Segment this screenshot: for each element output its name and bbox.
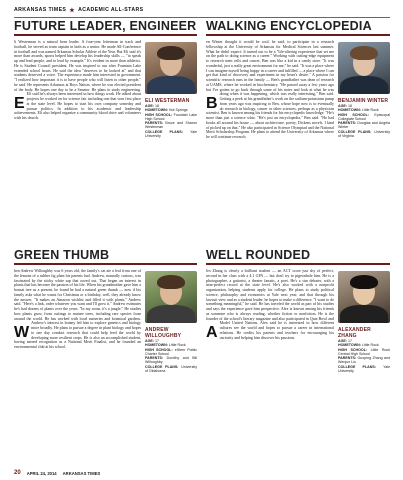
profile-row: HOMETOWN: Hot Springs	[145, 108, 188, 113]
student-profile	[145, 98, 197, 138]
profile-row: AGE: 18	[338, 104, 352, 108]
student-name: ALEXANDER ZHANG	[338, 327, 371, 339]
story-text: hen Andrew Willoughby was 6 years old, the family's cat ate a leaf from one of the lemons of a rubber fig plant his parents had. Andrew, naturally curious, was fascinated by the sticky white sap that oozed out. That began an interest in plants that has become the passion of his life. When his grandmother gave him a bonsai tree as a present, he found he had a natural green thumb — now if his family asks what he wants for Christmas or a birthday, well, they already know the answer. "It makes an Amazon wishlist and filled it with plants," Andrew said. "Here's a link, order whatever you want and I'll grow it." Andrew estimates he's had dozens of plants over the years. "In my room, it's a jungle." He studies how plants grow, from cuttings to mature trees, including rare species from around the world. He has worked with local nurseries and botanical gardens. Andrew's interest in botany led him to explore genetics and biology more broadly. He plans to pursue a degree in plant biology and hopes to one day conduct research that could help feed the world by developing more resilient crops. He is also an accomplished student, having earned recognition as a National Merit Finalist, and he founded an environmental club at his school.	[14, 268, 141, 349]
profile-row: HOMETOWN: Little Rock	[145, 343, 186, 348]
profile-row: HIGH SCHOOL: Little Rock Central High School	[338, 347, 390, 356]
profile-row: HIGH SCHOOL: Fountain Lake High School	[145, 112, 197, 121]
profile-row: PARENTS: Bruce and Sharon Westerman	[145, 121, 197, 130]
profile-row: AGE: 17	[145, 339, 159, 343]
story-body	[14, 39, 197, 139]
header-rule	[14, 17, 390, 18]
drop-cap: A	[206, 324, 218, 341]
story-body	[206, 268, 390, 374]
profile-row: HOMETOWN: Little Rock	[338, 343, 379, 348]
profile-row: COLLEGE PLANS: University of Oklahoma	[145, 364, 197, 374]
story-text: li Westerman is a natural born leader. A four-year letterman in track and football, he served as team captain in both as a senior. He made All-Conference in football and was named Arkansas Scholar Athlete of the Year. But Eli said it's more than awards, sports helped him develop his leadership skills — "to speak up and lead people, and to lead by example." It's evident in more than athletics. He is Student Council president. He was inspired to run after Fountain Lake extended school hours. He said the idea "deserves to be looked at" and that students deserved a voice. The experience made him interested in government. "I realized how important it is to have people who will listen to other people," he said. He represents Arkansas at Boys Nation, where he was elected president of the body. He hopes one day to be a Senator. He plans to study engineering. Eli said he's always been interested in how things work. He talked about projects he worked on for science fair including one that won first place at the state level. He hopes to start his own company someday and pursue politics. In addition to his academic and leadership achievements, Eli also helped organize a community blood drive and volunteers with his church.	[14, 39, 141, 120]
drop-cap: B	[206, 95, 218, 112]
profile-row: COLLEGE PLANS: Yale University	[338, 364, 390, 374]
page-footer	[14, 469, 390, 477]
story-future-leader	[14, 20, 197, 244]
story-headline: FUTURE LEADER, ENGINEER	[14, 20, 197, 36]
story-text: en Winter thought it would be cool, he said, to participate in a research fellowship at the University of Arkansas for Medical Sciences last summer. What he didn't expect: It turned out to be a "life-altering experience that set me on the path to doing science as a career." Working with cutting-edge equipment to research stem cells and cancer, Ben was like a kid in a candy store. "It was wonderful, just a really great environment for me," he said. "It was a place where I can imagine myself being happy in a career and fulfilled — a place where I can get that kind of discovery and experiment in my heart's desire." A passion for scientific research runs in the family — Ben's grandfather was dean of research at UAMS, where he worked in biochemistry. "He passed away a few years ago but I've gotten to go back through some of his notes and look at what he was doing when it was happening, which was really interesting," Ben said. Getting a peek at his grandfather's work on the sodium-potassium pump from years ago was inspiring to Ben, whose hope now is to eventually do research in biology, cancer or other sciences, perhaps as a physician scientist. Ben is known among his friends for his encyclopedic knowledge. "He's more than just a science whiz. "He's just an encyclopedia," Ben said. "He had books all around his house — about architecture, poetry, Dickens novels. I kind of picked up on that." He also participated in Science Olympiad and the National Merit Scholarship Program. He plans to attend the University of Arkansas where he will continue research.	[206, 39, 334, 139]
page-number: 20	[14, 470, 21, 476]
profile-row: COLLEGE PLANS: University of Virginia	[338, 129, 390, 139]
drop-cap: W	[14, 324, 30, 341]
profile-row: COLLEGE PLANS: Yale University	[145, 129, 197, 139]
section-name: ACADEMIC ALL-STARS	[78, 7, 144, 13]
footer-publication: ARKANSAS TIMES	[62, 470, 101, 476]
student-name: BENJAMIN WINTER	[338, 98, 389, 104]
student-photo	[338, 271, 390, 323]
profile-row: AGE: 17	[338, 339, 352, 343]
story-body	[14, 268, 197, 374]
story-text: lex Zhang is clearly a brilliant student — an ACT score just shy of perfect, second in her class with a 4.1 GPA — but don't try to pigeonhole him. He is a photographer, a guitarist, a theater fanatic, a poet. He's a star debater, with a near-perfect record at the state level. He's also worked with a nonprofit organization, helping students apply for college. He plans to study political science, philosophy and economics at Yale next year, and that through his lawsuit view and as a student leader, he hopes to make a difference. "I want to do something meaningful," he said. He has traveled the world as part of his studies and says the experience gave him perspective. Alex is known among his friends as someone who is always reading, whether fiction or nonfiction. He is the founder of the school's literary magazine and also participated in Quiz Bowl and Model United Nations. Alex said he is interested in how different cultures see the world and hopes to pursue a career in international relations. He credits his parents and teachers for encouraging his curiosity and helping him discover his passions.	[206, 268, 334, 340]
story-walking-encyclopedia	[206, 20, 390, 244]
student-name: ELI WESTERMAN	[145, 98, 190, 104]
star-icon: ★	[69, 7, 76, 14]
profile-row: PARENTS: Guoping Zhang and Wenjun Liu	[338, 356, 390, 365]
student-profile	[145, 327, 197, 373]
story-green-thumb	[14, 249, 197, 465]
story-body	[206, 40, 390, 140]
student-photo	[145, 271, 197, 323]
section-header	[14, 5, 390, 15]
student-profile	[338, 327, 390, 373]
drop-cap: E	[14, 95, 25, 112]
profile-row: PARENTS: Douglas and Angela Winter	[338, 121, 390, 130]
student-profile	[338, 98, 390, 138]
story-headline: WELL ROUNDED	[206, 249, 390, 265]
profile-row: HIGH SCHOOL: Episcopal Collegiate School	[338, 112, 390, 121]
student-photo	[338, 42, 390, 94]
student-name: ANDREW WILLOUGHBY	[145, 327, 182, 339]
issue-date: APRIL 24, 2014	[26, 470, 57, 476]
story-headline: GREEN THUMB	[14, 249, 197, 265]
story-well-rounded	[206, 249, 390, 465]
student-photo	[145, 42, 197, 94]
profile-row: HOMETOWN: Little Rock	[338, 108, 379, 113]
profile-row: HIGH SCHOOL: eStem Public Charter School	[145, 347, 197, 356]
profile-row: AGE: 18	[145, 104, 159, 108]
story-headline: WALKING ENCYCLOPEDIA	[206, 20, 390, 36]
publication-name: ARKANSAS TIMES	[14, 7, 67, 13]
profile-row: PARENTS: Dorothy and Bill Willoughby	[145, 356, 197, 365]
